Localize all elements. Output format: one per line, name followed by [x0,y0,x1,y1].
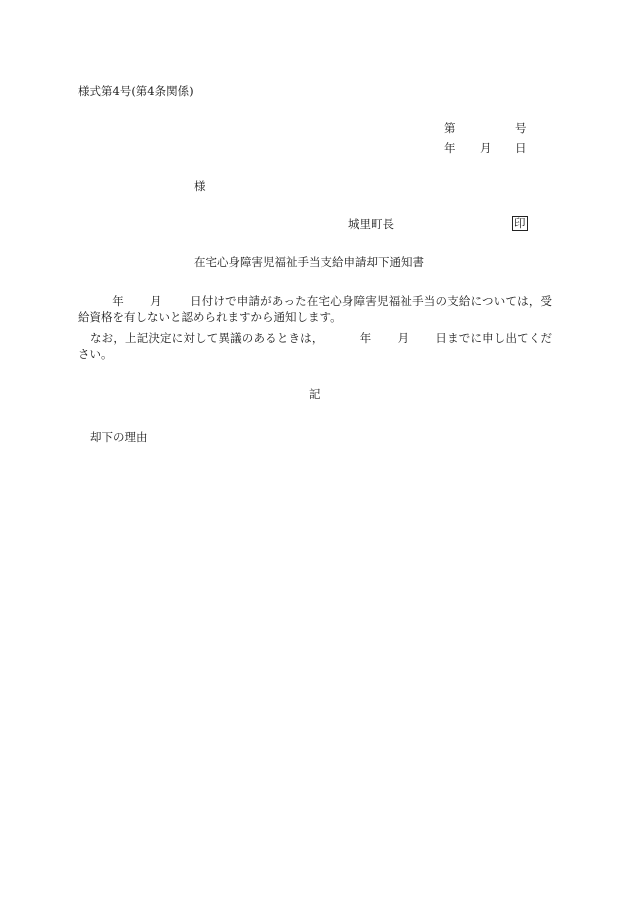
ref-go: 号 [515,121,527,135]
document-title: 在宅心身障害児福祉手当支給申請却下通知書 [194,255,424,269]
date-year: 年 [444,141,456,155]
seal-mark: 印 [514,216,526,230]
p1-year: 年 [112,294,124,308]
p2-month: 月 [397,331,410,345]
p1-month: 月 [149,294,162,308]
body-paragraph-1 [78,293,552,325]
date-day: 日 [515,141,527,155]
p2-year: 年 [359,331,372,345]
ki-heading: 記 [309,387,321,401]
body-paragraph-2 [78,330,552,362]
issuer-title: 城里町長 [348,217,394,231]
rejection-reason-label: 却下の理由 [90,430,148,444]
p2-text-b: 日までに申し出てください。 [78,331,553,361]
p2-text-a: なお，上記決定に対して異議のあるときは， [90,331,324,345]
p1-text: 日付けで申請があった在宅心身障害児福祉手当の支給については，受給資格を有しないと認められますから通知します。 [78,294,553,324]
seal-stamp [512,216,528,231]
addressee-sama: 様 [194,179,206,193]
form-label: 様式第4号(第4条関係) [78,84,194,98]
ref-dai: 第 [444,121,456,135]
date-month: 月 [480,141,492,155]
